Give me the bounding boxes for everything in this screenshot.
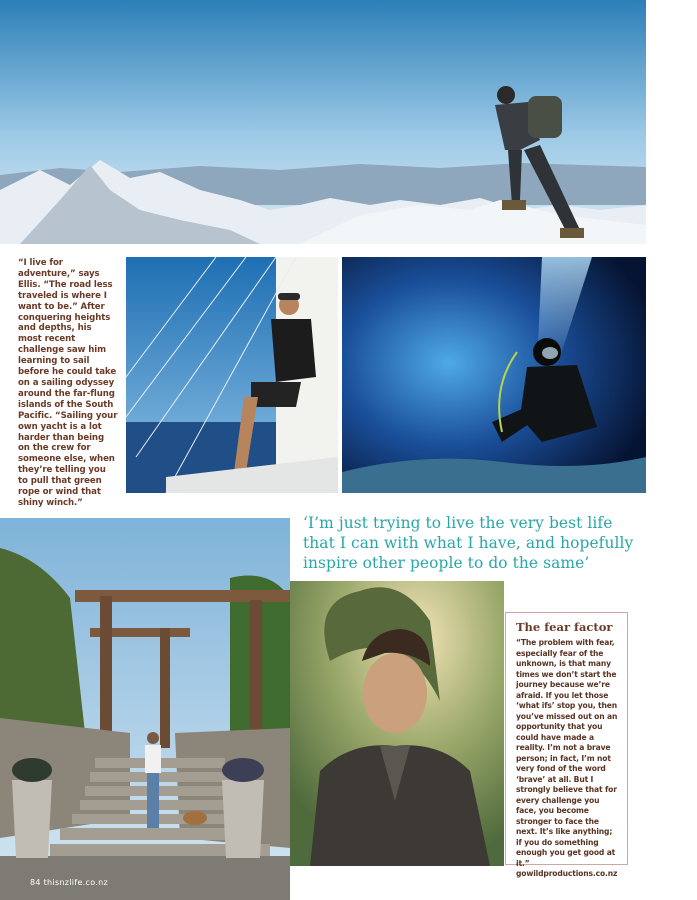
garden-steps-photo [0,518,290,900]
page-margin [646,0,697,900]
sailing-photo [126,257,338,493]
portrait-photo [290,581,504,866]
sidebar-website-link[interactable]: gowildproductions.co.nz [516,869,618,878]
sidebar-text: “The problem with fear, especially fear of the unknown, is that many times we don’t start the journey because we’re afraid. If you let those ‘what ifs’ stop you, then you’ve missed out on an opportunity that you could have made a reality. I’m not a brave person; in fact, I’m not very fond of the word ‘brave’ at all. But I strongly believe that for every challenge you face, you become stronger to face the next. It’s like anything; if you do something enough you get good at it.” [516,638,618,868]
sidebar-title: The fear factor [516,620,613,634]
mountain-photo [0,0,646,244]
page-folio: 84 thisnzlife.co.nz [30,878,108,887]
pull-quote: ‘I’m just trying to live the very best life that I can with what I have, and hopefully inspire other people to do the same’ [303,514,634,572]
sidebar-body [516,638,619,880]
sidebar-box [505,612,628,878]
intro-paragraph: “I live for adventure,” says Ellis. “The road less traveled is where I want to be.” After conquering heights and depths, his most recent challenge saw him learning to sail before he could take on a sailing odyssey around the far-flung islands of the South Pacific. “Sailing your own yacht is a lot harder than being on the crew for someone else, when they’re telling you to pull that green rope or wind that shiny winch.” [18,258,118,508]
diving-photo [342,257,646,493]
